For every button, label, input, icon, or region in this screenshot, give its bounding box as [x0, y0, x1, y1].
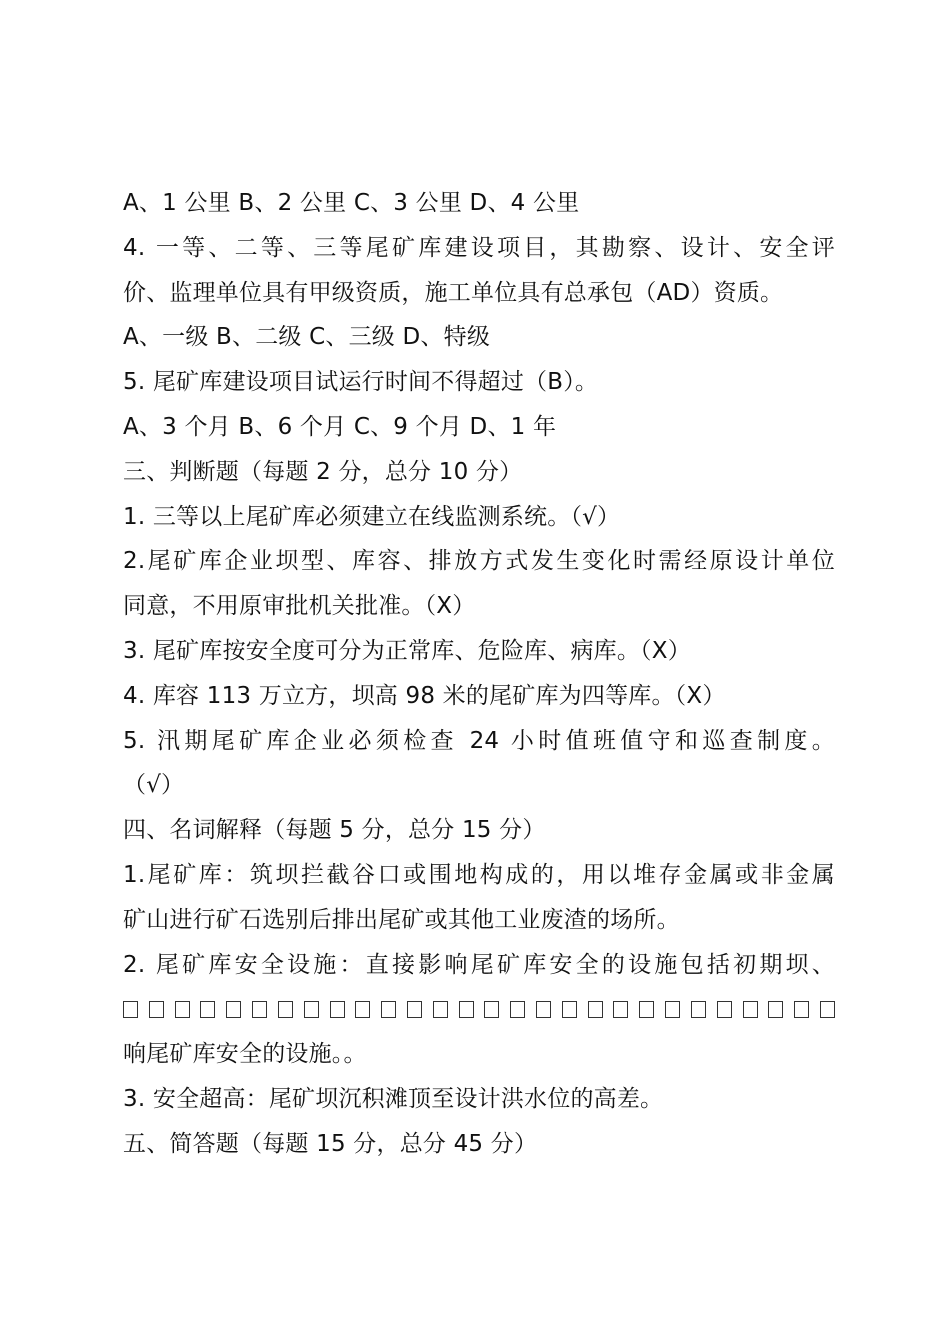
- q3-options: A、1 公里 B、2 公里 C、3 公里 D、4 公里: [123, 190, 580, 216]
- term-3: 3. 安全超高：尾矿坝沉积滩顶至设计洪水位的高差。: [123, 1085, 664, 1112]
- missing-glyph-line: [123, 987, 835, 1032]
- missing-glyph-box: [510, 1001, 525, 1018]
- judge-item-2-line-1: 2.尾矿库企业坝型、库容、排放方式发生变化时需经原设计单位: [123, 548, 835, 575]
- missing-glyph-box: [200, 1001, 215, 1018]
- missing-glyph-box: [252, 1001, 267, 1018]
- missing-glyph-box: [717, 1001, 732, 1018]
- question-4-line-1: 4. 一等、二等、三等尾矿库建设项目，其勘察、设计、安全评: [123, 234, 835, 261]
- judge-item-5-line-2: （√）: [123, 772, 185, 799]
- missing-glyph-box: [407, 1001, 422, 1018]
- missing-glyph-box: [123, 1001, 138, 1018]
- section-5-heading: 五、简答题（每题 15 分，总分 45 分）: [123, 1130, 538, 1157]
- missing-glyph-box: [226, 1001, 241, 1018]
- missing-glyph-box: [794, 1001, 809, 1018]
- missing-glyph-box: [355, 1001, 370, 1018]
- missing-glyph-box: [743, 1001, 758, 1018]
- missing-glyph-box: [459, 1001, 474, 1018]
- q5-options: A、3 个月 B、6 个月 C、9 个月 D、1 年: [123, 413, 557, 440]
- missing-glyph-box: [820, 1001, 835, 1018]
- missing-glyph-box: [768, 1001, 783, 1018]
- missing-glyph-box: [691, 1001, 706, 1018]
- section-4-heading: 四、名词解释（每题 5 分，总分 15 分）: [123, 817, 546, 844]
- term-2-line-3: 响尾矿库安全的设施。。: [123, 1041, 367, 1068]
- judge-item-1: 1. 三等以上尾矿库必须建立在线监测系统。（√）: [123, 503, 621, 530]
- missing-glyph-box: [149, 1001, 164, 1018]
- missing-glyph-box: [330, 1001, 345, 1018]
- term-1-line-2: 矿山进行矿石选别后排出尾矿或其他工业废渣的场所。: [123, 906, 680, 933]
- question-4-line-2: 价、监理单位具有甲级资质，施工单位具有总承包（AD）资质。: [123, 279, 784, 306]
- judge-item-2-line-2: 同意，不用原审批机关批准。（X）: [123, 593, 476, 620]
- missing-glyph-box: [381, 1001, 396, 1018]
- missing-glyph-box: [613, 1001, 628, 1018]
- document-body: [123, 181, 835, 1167]
- missing-glyph-box: [433, 1001, 448, 1018]
- missing-glyph-box: [484, 1001, 499, 1018]
- missing-glyph-box: [639, 1001, 654, 1018]
- term-1-line-1: 1.尾矿库：筑坝拦截谷口或围地构成的，用以堆存金属或非金属: [123, 861, 835, 888]
- judge-item-3: 3. 尾矿库按安全度可分为正常库、危险库、病库。（X）: [123, 637, 691, 664]
- judge-item-5-line-1: 5. 汛期尾矿库企业必须检查 24 小时值班值守和巡查制度。: [123, 727, 835, 754]
- q4-options: A、一级 B、二级 C、三级 D、特级: [123, 324, 491, 351]
- judge-item-4: 4. 库容 113 万立方，坝高 98 米的尾矿库为四等库。（X）: [123, 682, 726, 709]
- missing-glyph-box: [278, 1001, 293, 1018]
- missing-glyph-box: [588, 1001, 603, 1018]
- missing-glyph-box: [304, 1001, 319, 1018]
- term-2-line-1: 2. 尾矿库安全设施：直接影响尾矿库安全的设施包括初期坝、: [123, 951, 835, 978]
- missing-glyph-box: [536, 1001, 551, 1018]
- section-3-heading: 三、判断题（每题 2 分，总分 10 分）: [123, 458, 523, 485]
- missing-glyph-box: [562, 1001, 577, 1018]
- question-5: 5. 尾矿库建设项目试运行时间不得超过（B）。: [123, 369, 599, 396]
- missing-glyph-box: [665, 1001, 680, 1018]
- missing-glyph-box: [175, 1001, 190, 1018]
